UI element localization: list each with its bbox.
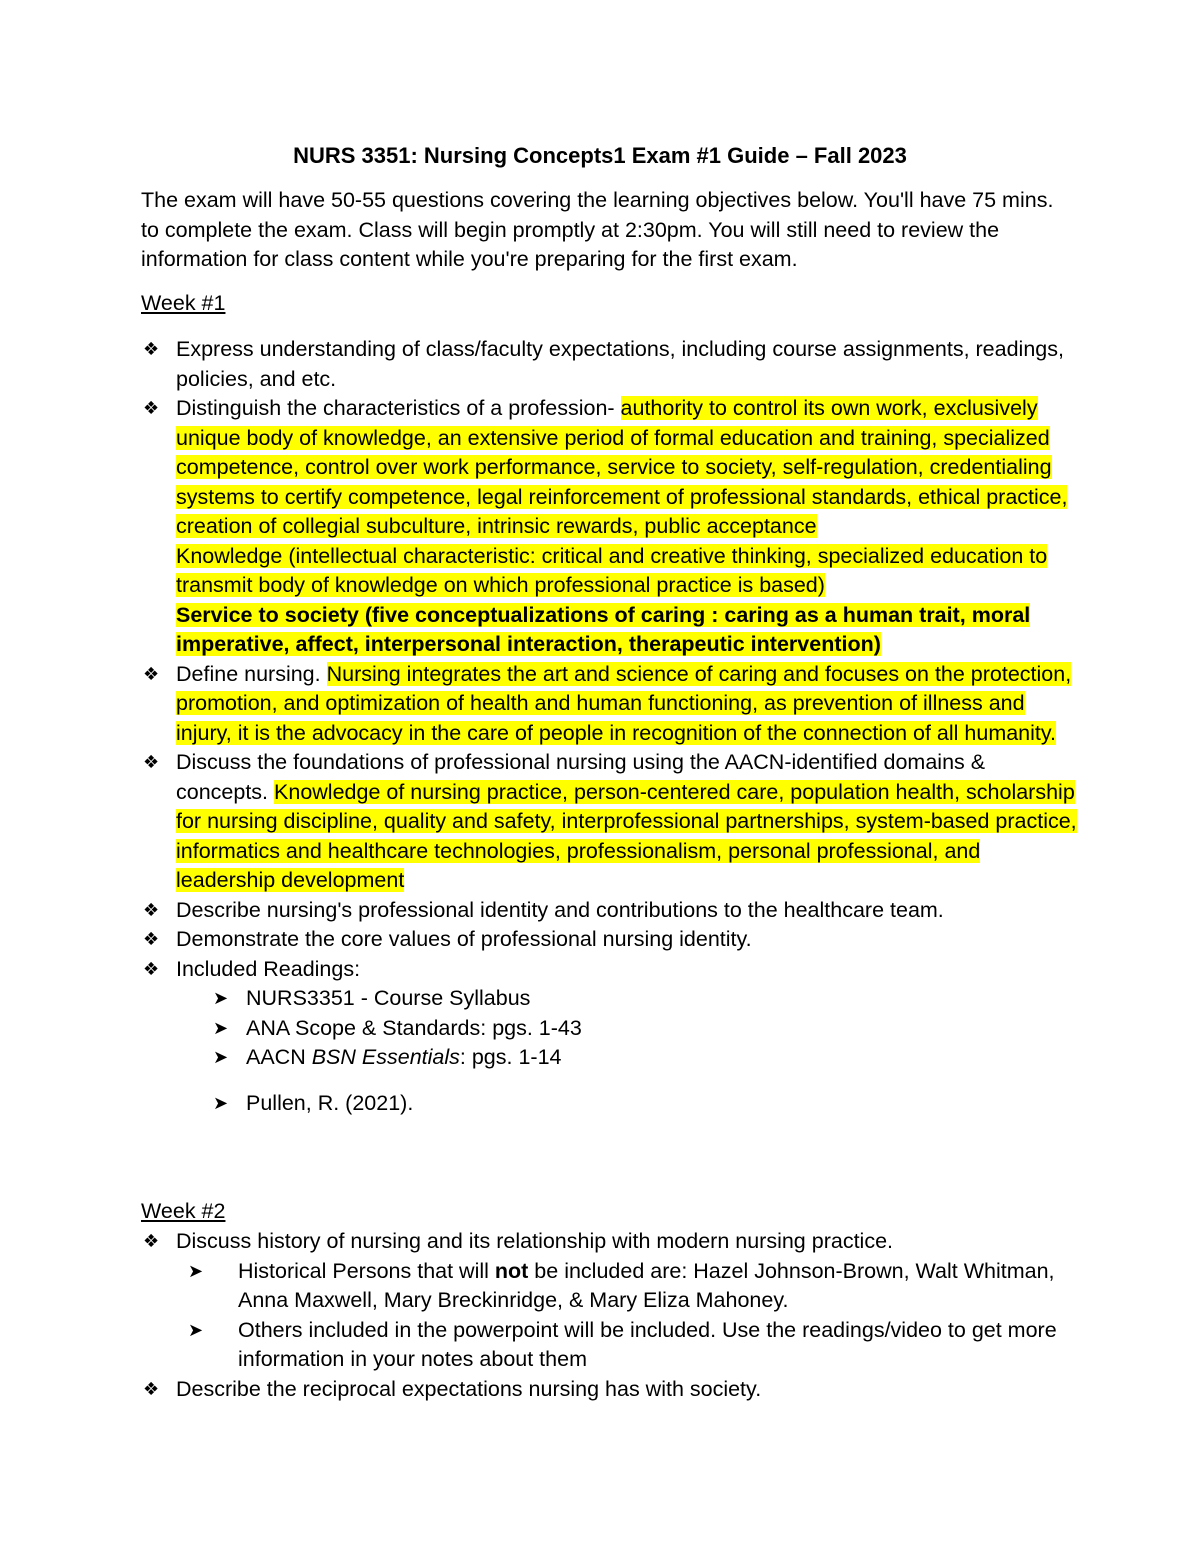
- list-item: ❖ Distinguish the characteristics of a profession- authority to control its own work, exclusively unique body of knowledge, an extensive period of formal education and training, specialized competence, control over work performance, service to society, self-regulation, credentialing systems to certify competence, legal reinforcement of professional standards, ethical practice, creation of collegial subculture, intrinsic rewards, public acceptance Knowledge (intellectual characteristic: critical and creative thinking, specialized education to transmit body of knowledge on which professional practice is based) Service to society (five conceptualizations of caring : caring as a human trait, moral imperative, affect, interpersonal interaction, therapeutic intervention): [143, 396, 1068, 656]
- list-item: ❖ Express understanding of class/faculty expectations, including course assignments, readings, policies, and etc.: [143, 337, 1064, 391]
- diamond-bullet-icon: ❖: [143, 958, 160, 979]
- list-item: ❖ Discuss history of nursing and its relationship with modern nursing practice. ➤ Historical Persons that will not be included are: Hazel Johnson-Brown, Walt Whitman, Anna Maxwell, Mary Breckinridge, & Mary Eliza Mahoney. ➤ Others included in the powerpoint will be included. Use the readings/video to get more information in your notes about them: [141, 1227, 1081, 1375]
- readings-list: [176, 984, 1081, 1118]
- list-item: ❖ Included Readings: ➤ NURS3351 - Course Syllabus ➤ ANA Scope & Standards: pgs. 1-43 ➤ AACN BSN Essentials: pgs. 1-14 ➤ Pullen, R. (2021).: [141, 955, 1081, 1119]
- list-item: ❖ Define nursing. Nursing integrates the art and science of caring and focuses on the protection, promotion, and optimization of health and human functioning, as prevention of illness and injury, it is the advocacy in the care of people in recognition of the connection of all humanity.: [143, 661, 1072, 745]
- highlighted-answer: Knowledge of nursing practice, person-centered care, population health, scholarship for nursing discipline, quality and safety, interprofessional partnerships, system-based practice, informatics and healthcare technologies, professionalism, personal professional, and leadership development: [176, 779, 1077, 892]
- arrowhead-bullet-icon: ➤: [213, 1047, 229, 1067]
- diamond-bullet-icon: ❖: [143, 1378, 160, 1399]
- history-sub-list: [176, 1257, 1081, 1375]
- sub-list-item: ➤ Historical Persons that will not be included are: Hazel Johnson-Brown, Walt Whitman, Anna Maxwell, Mary Breckinridge, & Mary Eliza Mahoney.: [188, 1258, 1055, 1312]
- highlighted-answer: authority to control its own work, exclusively unique body of knowledge, an extensive period of formal education and training, specialized competence, control over work performance, service to society, self-regulation, credentialing systems to certify competence, legal reinforcement of professional standards, ethical practice, creation of collegial subculture, intrinsic rewards, public acceptance: [176, 396, 1068, 538]
- arrowhead-bullet-icon: ➤: [188, 1260, 204, 1281]
- arrowhead-bullet-icon: ➤: [188, 1319, 204, 1340]
- arrowhead-bullet-icon: ➤: [213, 1092, 229, 1113]
- diamond-bullet-icon: ❖: [143, 398, 160, 418]
- arrowhead-bullet-icon: ➤: [213, 988, 229, 1008]
- week-2-heading: Week #2: [141, 1199, 226, 1223]
- diamond-bullet-icon: ❖: [143, 752, 160, 772]
- reading-item: ➤ ANA Scope & Standards: pgs. 1-43: [176, 1014, 1081, 1044]
- week-1-objectives: [141, 335, 1081, 1118]
- list-item: ❖ Describe nursing's professional identity and contributions to the healthcare team.: [141, 896, 1081, 926]
- list-item: ❖ Describe the reciprocal expectations nursing has with society.: [141, 1375, 1081, 1405]
- highlighted-answer: Nursing integrates the art and science of caring and focuses on the protection, promotion, and optimization of health and human functioning, as prevention of illness and injury, it is the advocacy in the care of people in recognition of the connection of all humanity.: [176, 661, 1072, 745]
- highlighted-answer: Knowledge (intellectual characteristic: critical and creative thinking, specialized education to transmit body of knowledge on which professional practice is based): [176, 543, 1048, 597]
- sub-list-item: ➤ Others included in the powerpoint will be included. Use the readings/video to get more information in your notes about them: [188, 1317, 1057, 1371]
- list-item: ❖ Demonstrate the core values of professional nursing identity.: [141, 925, 1081, 955]
- reading-item: ➤ NURS3351 - Course Syllabus: [176, 984, 1081, 1014]
- diamond-bullet-icon: ❖: [143, 899, 160, 920]
- diamond-bullet-icon: ❖: [143, 339, 160, 359]
- diamond-bullet-icon: ❖: [143, 1231, 160, 1251]
- list-item: ❖ Discuss the foundations of professional nursing using the AACN-identified domains & concepts. Knowledge of nursing practice, person-centered care, population health, scholarship for nursing discipline, quality and safety, interprofessional partnerships, system-based practice, informatics and healthcare technologies, professionalism, personal professional, and leadership development: [143, 750, 1077, 892]
- intro-paragraph: The exam will have 50-55 questions covering the learning objectives below. You'll have 75 mins. to complete the exam. Class will begin promptly at 2:30pm. You will still need to review the information for class content while you're preparing for the first exam.: [141, 188, 1054, 271]
- diamond-bullet-icon: ❖: [143, 929, 160, 949]
- week-1-heading: Week #1: [141, 291, 226, 315]
- arrowhead-bullet-icon: ➤: [213, 1017, 229, 1038]
- diamond-bullet-icon: ❖: [143, 663, 160, 684]
- bold-highlighted-answer: Service to society (five conceptualizations of caring : caring as a human trait, moral imperative, affect, interpersonal interaction, therapeutic intervention): [176, 602, 1031, 656]
- week-2-objectives: [141, 1227, 1081, 1404]
- reading-item: ➤ Pullen, R. (2021).: [176, 1089, 1081, 1119]
- reading-item: ➤ AACN BSN Essentials: pgs. 1-14: [176, 1043, 1081, 1073]
- document-title: NURS 3351: Nursing Concepts1 Exam #1 Guide – Fall 2023: [293, 143, 907, 168]
